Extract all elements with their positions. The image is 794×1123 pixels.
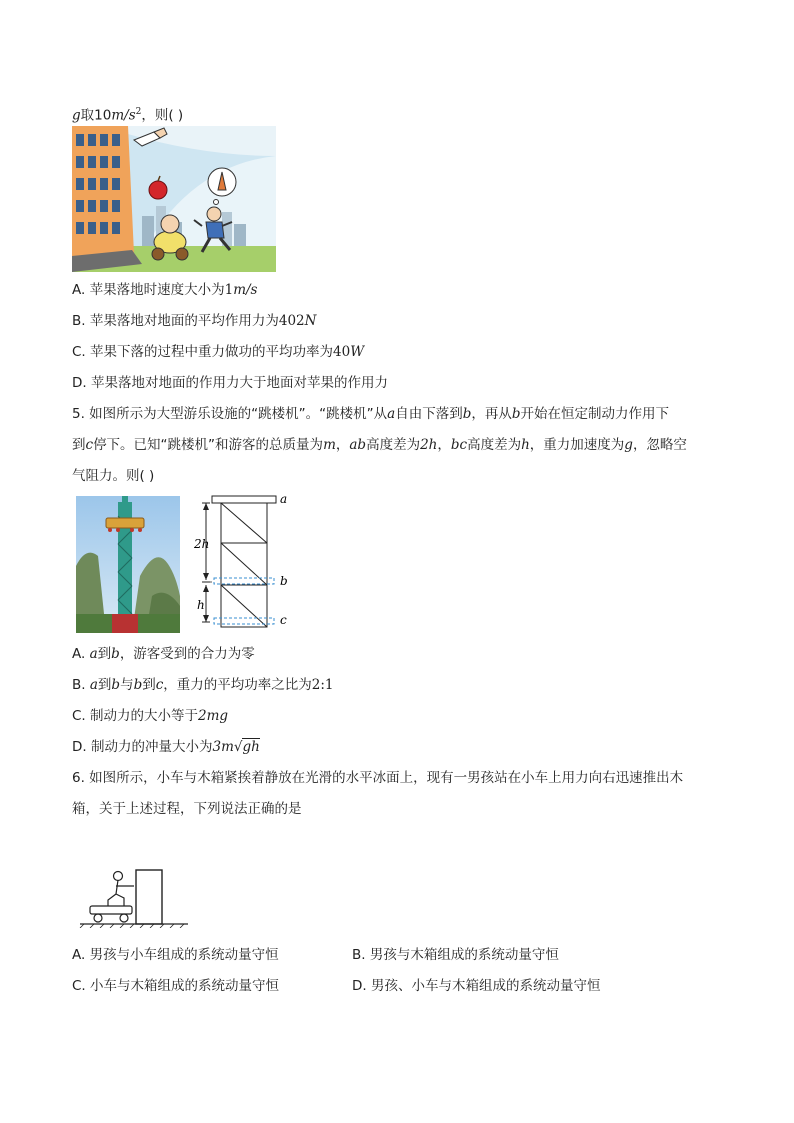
option-label: C. (72, 708, 86, 724)
text: 制动力的冲量大小为 (90, 739, 213, 755)
option-unit: N (304, 313, 317, 329)
option-text: 苹果落地对地面的作用力大于地面对苹果的作用力 (90, 375, 388, 391)
q4-option-b[interactable] (72, 311, 316, 331)
option-label: B. (352, 947, 366, 963)
expr-3m: 3m (212, 739, 234, 755)
var-c: c (155, 677, 164, 693)
q6-option-c[interactable] (72, 976, 279, 996)
drop-tower-diagram (192, 490, 296, 632)
text: 自由下落到 (395, 406, 463, 422)
text: 5. 如图所示为大型游乐设施的“跳楼机”。“跳楼机”从 (72, 406, 388, 422)
q5-option-c[interactable] (72, 706, 228, 726)
q6-option-a[interactable] (72, 945, 279, 965)
text: 到 (72, 437, 86, 453)
q4-option-c[interactable] (72, 342, 364, 362)
intro-tail: ，则( ) (141, 107, 184, 124)
var-b: b (511, 406, 521, 422)
text: 制动力的大小等于 (90, 708, 199, 724)
option-label: D. (72, 739, 87, 755)
q5-line-1 (72, 404, 669, 424)
var-h: h (521, 437, 530, 453)
var-bc: bc (450, 437, 468, 453)
var-b: b (462, 406, 472, 422)
var-a: a (89, 646, 98, 662)
option-label: A. (72, 947, 86, 963)
text: 气阻力。则( ) (72, 468, 155, 484)
text: 高度差为 (366, 437, 421, 453)
var-a: a (89, 677, 98, 693)
sqrt-sign: √ (233, 739, 243, 755)
option-unit: W (350, 344, 365, 360)
option-label: A. (72, 282, 86, 298)
text: 到 (142, 677, 156, 693)
text: 6. 如图所示，小车与木箱紧挨着静放在光滑的水平冰面上，现有一男孩站在小车上用力向右迅速推出木 (72, 770, 684, 786)
label-b: b (280, 574, 288, 588)
option-text: 男孩、小车与木箱组成的系统动量守恒 (370, 978, 601, 994)
intro-text: 取10 (80, 107, 112, 124)
text: 停下。已知“跳楼机”和游客的总质量为 (93, 437, 324, 453)
var-m: m (323, 437, 336, 453)
var-2h: 2h (420, 437, 438, 453)
q6-line-2 (72, 799, 302, 819)
option-text: 小车与木箱组成的系统动量守恒 (90, 978, 280, 994)
option-text: 苹果下落的过程中重力做功的平均功率为 (90, 344, 334, 360)
var-ab: ab (349, 437, 367, 453)
option-label: D. (352, 978, 367, 994)
q5-line-3 (72, 466, 154, 486)
expr-2mg: 2mg (198, 708, 229, 724)
var-g: g (624, 437, 633, 453)
q5-line-2 (72, 435, 687, 455)
label-h: h (197, 598, 205, 612)
q5-option-a[interactable] (72, 644, 255, 664)
text: ，忽略空 (632, 437, 687, 453)
option-value: 1 (224, 282, 234, 298)
option-text: 苹果落地时速度大小为 (89, 282, 225, 298)
option-label: D. (72, 375, 87, 391)
label-c: c (280, 613, 287, 627)
q4-intro (72, 102, 183, 126)
expr-gh: gh (242, 739, 260, 755)
option-value: 402 (278, 313, 305, 329)
option-label: A. (72, 646, 86, 662)
var-g: g (72, 107, 81, 124)
option-text: 男孩与木箱组成的系统动量守恒 (369, 947, 559, 963)
q4-option-a[interactable] (72, 280, 257, 300)
option-text: 苹果落地对地面的平均作用力为 (89, 313, 279, 329)
text: 到 (97, 677, 112, 693)
option-label: B. (72, 677, 86, 693)
apple-falling-cartoon (72, 126, 276, 272)
text: 箱，关于上述过程，下列说法正确的是 (72, 801, 302, 817)
var-b: b (133, 677, 143, 693)
option-value: 40 (333, 344, 351, 360)
text: ， (335, 437, 350, 453)
ratio: 2:1 (311, 677, 334, 693)
exponent: 2 (135, 107, 142, 117)
var-b: b (111, 677, 121, 693)
q6-line-1 (72, 768, 683, 788)
q4-option-d[interactable] (72, 373, 388, 393)
q5-option-d[interactable] (72, 737, 260, 757)
option-unit: m/s (233, 282, 258, 298)
q5-option-b[interactable] (72, 675, 334, 695)
text: 与 (120, 677, 134, 693)
text: ，游客受到的合力为零 (119, 646, 255, 662)
text: ， (437, 437, 451, 453)
label-a: a (280, 492, 288, 506)
text: 高度差为 (467, 437, 522, 453)
text: 到 (97, 646, 112, 662)
option-label: C. (72, 978, 86, 994)
label-2h: 2h (194, 537, 210, 551)
q6-option-d[interactable] (352, 976, 600, 996)
var-c: c (85, 437, 94, 453)
option-label: B. (72, 313, 86, 329)
option-label: C. (72, 344, 86, 360)
unit: m/s (111, 107, 136, 124)
q6-option-b[interactable] (352, 945, 559, 965)
text: 开始在恒定制动力作用下 (520, 406, 670, 422)
boy-cart-box-diagram (78, 864, 190, 928)
option-text: 男孩与小车组成的系统动量守恒 (89, 947, 279, 963)
text: ，再从 (471, 406, 512, 422)
var-a: a (387, 406, 396, 422)
var-b: b (111, 646, 120, 662)
text: ，重力加速度为 (529, 437, 625, 453)
drop-tower-photo (76, 496, 180, 633)
text: ，重力的平均功率之比为 (163, 677, 312, 693)
